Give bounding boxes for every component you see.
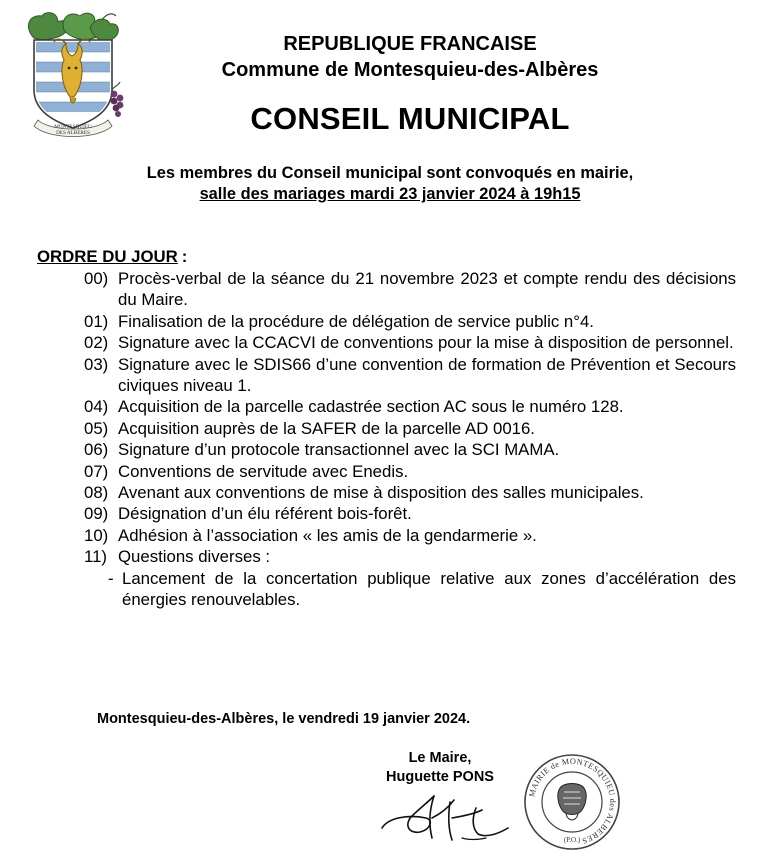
republique-heading: REPUBLIQUE FRANCAISE (283, 33, 537, 55)
agenda-item-text: Signature avec la CCACVI de conventions pour la mise à disposition de personnel. (118, 333, 734, 353)
agenda-item-number: 03) (84, 354, 109, 374)
convocation-line-1: Les membres du Conseil municipal sont convoqués en mairie, (146, 164, 634, 182)
svg-text:(P.O.): (P.O.) (563, 836, 581, 844)
agenda-item (84, 268, 736, 311)
agenda-heading-label: ORDRE DU JOUR (37, 247, 178, 266)
mayor-name: Huguette PONS (386, 769, 494, 785)
agenda-item-text: Avenant aux conventions de mise à disposition des salles municipales. (118, 483, 644, 503)
agenda-item-number: 11) (84, 547, 108, 567)
agenda-item-text: Conventions de servitude avec Enedis. (118, 461, 409, 481)
agenda-item-text: Questions diverses : (118, 547, 271, 567)
agenda-item-number: 05) (84, 418, 109, 438)
agenda-item-text: Signature d’un protocole transactionnel avec la SCI MAMA. (118, 440, 560, 460)
agenda-subitem (84, 568, 736, 611)
agenda-item-number: 04) (84, 397, 109, 417)
mayor-title: Le Maire, (408, 750, 472, 766)
agenda-item-text: Désignation d’un élu référent bois-forêt. (118, 504, 412, 524)
stamp-emblem-icon (558, 784, 586, 821)
agenda-item (84, 461, 736, 482)
agenda-item-text: Adhésion à l’association « les amis de la gendarmerie ». (118, 525, 537, 545)
agenda-item-text: Acquisition auprès de la SAFER de la parcelle AD 0016. (118, 418, 535, 438)
vine-leaves-icon (28, 13, 118, 41)
agenda-item-number: 06) (84, 440, 109, 460)
svg-text:DES ALBERES: DES ALBERES (56, 130, 90, 136)
place-and-date: Montesquieu-des-Albères, le vendredi 19 janvier 2024. (97, 711, 471, 727)
page-title: CONSEIL MUNICIPAL (250, 101, 570, 136)
agenda-item-number: 10) (84, 525, 109, 545)
agenda-item-text: Signature avec le SDIS66 d’une convention de formation de Prévention et Secours civiques niveau 1. (118, 354, 736, 396)
mairie-stamp-icon (520, 752, 624, 852)
agenda-item-number: 08) (84, 483, 109, 503)
commune-name: Commune de Montesquieu-des-Albères (221, 59, 599, 81)
agenda-heading-colon: : (181, 247, 188, 266)
svg-text:MONTESQUIEU: MONTESQUIEU (54, 124, 92, 130)
agenda-item (84, 311, 736, 332)
commune-coat-of-arms-logo (20, 8, 128, 138)
agenda-item (84, 525, 736, 546)
agenda-list (84, 268, 736, 611)
agenda-subitem-text: Lancement de la concertation publique relative aux zones d’accélération des énergies renouvelables. (122, 568, 736, 610)
agenda-item (84, 546, 736, 567)
agenda-item-text: Acquisition de la parcelle cadastrée section AC sous le numéro 128. (118, 397, 624, 417)
agenda-item-number: 01) (84, 311, 109, 331)
agenda-subitem-dash: - (108, 568, 114, 588)
handwritten-signature-icon (378, 788, 513, 848)
agenda-item (84, 396, 736, 417)
agenda-item (84, 439, 736, 460)
agenda-item-number: 00) (84, 269, 109, 288)
convocation-line-2: salle des mariages mardi 23 janvier 2024 à 19h15 (199, 185, 581, 203)
agenda-item (84, 332, 736, 353)
agenda-item-number: 02) (84, 333, 109, 353)
agenda-item (84, 418, 736, 439)
agenda-heading (37, 247, 187, 267)
agenda-item-number: 09) (84, 504, 109, 524)
agenda-item (84, 503, 736, 524)
agenda-item (84, 482, 736, 503)
agenda-item-text: Finalisation de la procédure de délégation de service public n°4. (118, 311, 594, 331)
agenda-item-text: Procès-verbal de la séance du 21 novembre 2023 et compte rendu des décisions du Maire. (118, 269, 736, 310)
svg-text:MAIRIE de MONTESQUIEU des ALBE: MAIRIE de MONTESQUIEU des ALBERES (527, 756, 618, 846)
agenda-item-number: 07) (84, 461, 109, 481)
agenda-item (84, 354, 736, 397)
